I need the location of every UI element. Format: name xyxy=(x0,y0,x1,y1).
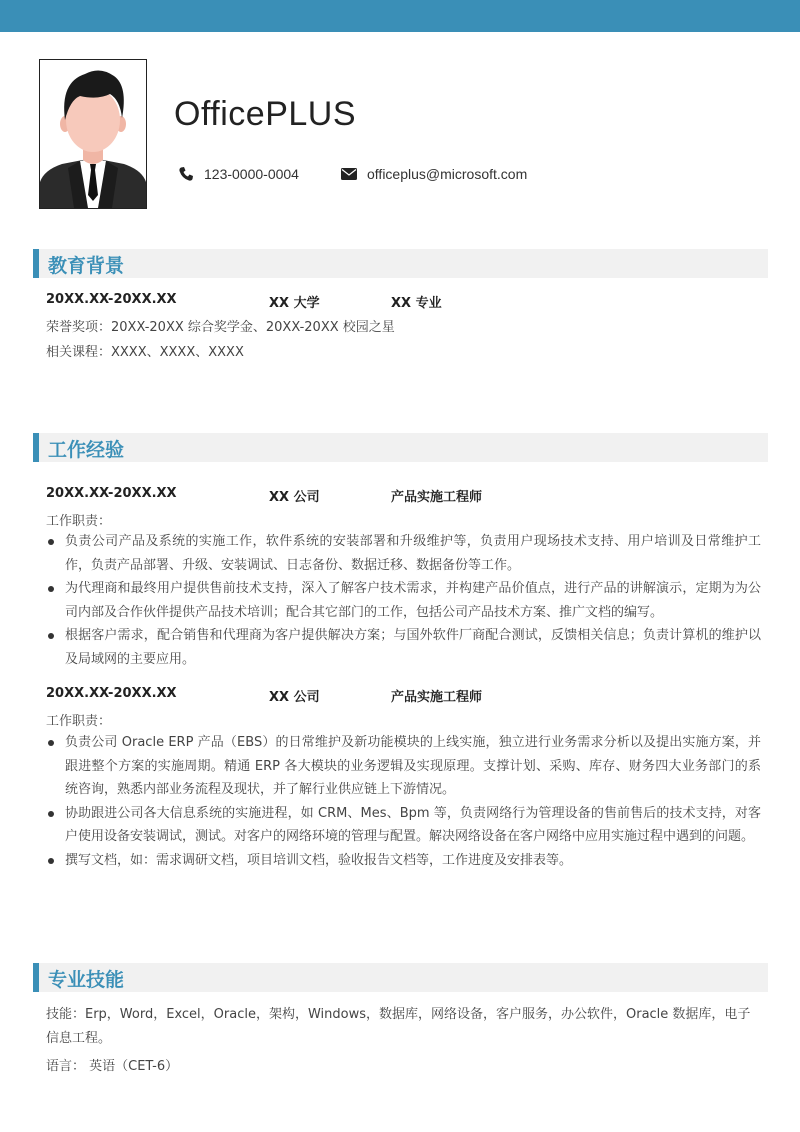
job-company: XX 公司 xyxy=(269,490,320,505)
job-role: 产品实施工程师 xyxy=(391,690,483,705)
job-period: 20XX.XX-20XX.XX xyxy=(46,486,177,501)
mail-icon xyxy=(341,168,357,180)
candidate-name: OfficePLUS xyxy=(174,95,357,133)
list-item: 负责公司产品及系统的实施工作，软件系统的安装部署和升级维护等，负责用户现场技术支持、用户培训及日常维护工作，负责产品部署、升级、安装调试、日志备份、数据迁移、数据备份等工作。 xyxy=(46,530,761,577)
job-duties-label: 工作职责： xyxy=(46,514,112,529)
section-title: 专业技能 xyxy=(48,969,125,991)
email-address: officeplus@microsoft.com xyxy=(367,166,528,182)
job-duties-list xyxy=(46,731,761,872)
section-accent xyxy=(33,963,39,992)
section-header-skills xyxy=(33,963,768,992)
section-title: 工作经验 xyxy=(48,439,125,461)
education-courses: 相关课程：XXXX、XXXX、XXXX xyxy=(46,345,244,360)
top-accent-bar xyxy=(0,0,800,32)
section-accent xyxy=(33,433,39,462)
skills-text: 技能：Erp，Word，Excel，Oracle，架构，Windows，数据库，网络设备，客户服务，办公软件，Oracle 数据库，电子信息工程。 xyxy=(46,1007,751,1046)
job-role: 产品实施工程师 xyxy=(391,490,483,505)
list-item: 协助跟进公司各大信息系统的实施进程，如 CRM、Mes、Bpm 等，负责网络行为管理设备的售前售后的技术支持，对客户使用设备安装调试，测试。对客户的网络环境的管理与配置。解决网络设备在客户网络中应用实施过程中遇到的问题。 xyxy=(46,802,761,849)
person-photo-icon xyxy=(40,60,146,208)
job-duties-list xyxy=(46,530,761,671)
profile-photo xyxy=(39,59,147,209)
list-item: 为代理商和最终用户提供售前技术支持，深入了解客户技术需求，并构建产品价值点，进行产品的讲解演示，定期为为公司内部及合作伙伴提供产品技术培训；配合其它部门的工作，包括公司产品技术方案、推广文档的编写。 xyxy=(46,577,761,624)
education-major: XX 专业 xyxy=(391,296,442,311)
list-item: 负责公司 Oracle ERP 产品（EBS）的日常维护及新功能模块的上线实施，独立进行业务需求分析以及提出实施方案，并跟进整个方案的实施周期。精通 ERP 各大模块的业务逻辑及实现原理。支撑计划、采购、库存、财务四大业务部门的系统咨询，熟悉内部业务流程及现状，并了解行业供应链上下游情况。 xyxy=(46,731,761,802)
phone-icon xyxy=(178,166,194,182)
section-title: 教育背景 xyxy=(48,255,125,277)
language-text: 语言： 英语（CET-6） xyxy=(46,1059,179,1074)
job-period: 20XX.XX-20XX.XX xyxy=(46,686,177,701)
education-school: XX 大学 xyxy=(269,296,320,311)
education-honors: 荣誉奖项：20XX-20XX 综合奖学金、20XX-20XX 校园之星 xyxy=(46,320,395,335)
section-header-work xyxy=(33,433,768,462)
job-duties-label: 工作职责： xyxy=(46,714,112,729)
list-item: 根据客户需求，配合销售和代理商为客户提供解决方案；与国外软件厂商配合测试，反馈相关信息；负责计算机的维护以及局域网的主要应用。 xyxy=(46,624,761,671)
list-item: 撰写文档，如：需求调研文档，项目培训文档，验收报告文档等，工作进度及安排表等。 xyxy=(46,849,761,873)
phone-number: 123-0000-0004 xyxy=(204,166,299,182)
section-header-education xyxy=(33,249,768,278)
section-accent xyxy=(33,249,39,278)
contact-phone xyxy=(178,166,299,182)
job-company: XX 公司 xyxy=(269,690,320,705)
contact-email xyxy=(341,166,527,182)
education-period: 20XX.XX-20XX.XX xyxy=(46,292,177,307)
